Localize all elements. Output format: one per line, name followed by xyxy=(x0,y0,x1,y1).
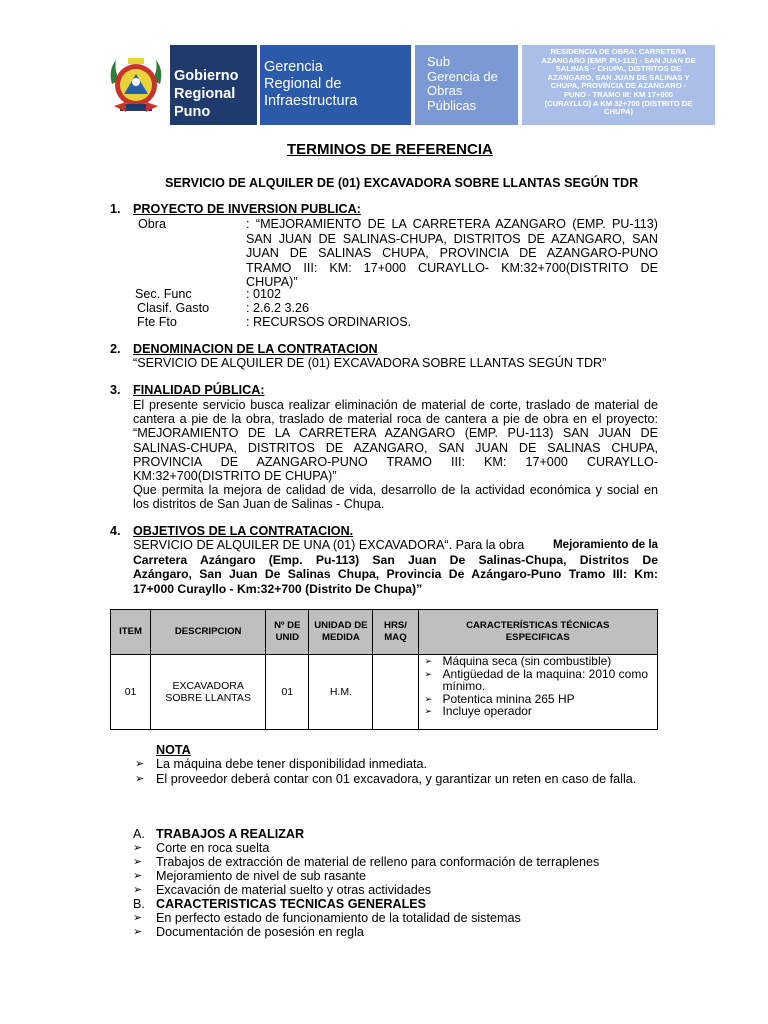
header-text: Públicas xyxy=(427,97,477,113)
obra-value xyxy=(246,217,658,297)
cell-item: 01 xyxy=(111,655,151,730)
header-text: PUNO - TRAMO III: KM 17+000 xyxy=(563,89,674,99)
text-line: El presente servicio busca realizar eliminación de material de corte, traslado de material de xyxy=(133,398,658,412)
header-sub-gerencia xyxy=(415,45,518,125)
arrow-bullet-icon: ➢ xyxy=(424,693,433,704)
list-item xyxy=(419,705,657,718)
list-item-text: Antigüedad de la maquina: 2010 como mínimo. xyxy=(442,666,649,694)
text-line: Azángaro, San Juan De Salinas Chupa, Provincia De Azángaro-Puno Tramo III: Km: xyxy=(133,567,658,581)
list-item-text: Trabajos de extracción de material de relleno para conformación de terraplenes xyxy=(156,855,600,870)
section-title: OBJETIVOS DE LA CONTRATACION. xyxy=(133,524,354,538)
text-line: JUAN DE SALINAS CHUPA, PROVINCIA DE AZANGARO-PUNO xyxy=(246,246,658,260)
list-item-text: La máquina debe tener disponibilidad inmediata. xyxy=(156,757,427,771)
arrow-bullet-icon: ➢ xyxy=(135,758,145,770)
cell-descripcion: EXCAVADORA SOBRE LLANTAS xyxy=(151,655,266,730)
list-letter: A. xyxy=(133,827,145,841)
sec-func-label: Sec. Func xyxy=(135,287,192,301)
text-line: KM:32+700(DISTRITO DE CHUPA)” xyxy=(133,469,337,483)
caracteristicas-title: CARACTERISTICAS TECNICAS GENERALES xyxy=(156,897,427,911)
section-number: 3. xyxy=(110,383,121,397)
arrow-bullet-icon: ➢ xyxy=(133,842,143,854)
header-text: Regional xyxy=(174,86,236,102)
requirements-table xyxy=(110,609,658,730)
header-text: Infraestructura xyxy=(264,93,358,109)
list-item-text: Corte en roca suelta xyxy=(156,841,270,855)
list-item-text: Máquina seca (sin combustible) xyxy=(442,654,612,668)
list-letter: B. xyxy=(133,897,145,911)
header-residencia xyxy=(522,45,715,125)
text-line: CHUPA)” xyxy=(246,275,298,289)
header-text: CHUPA) xyxy=(604,107,633,117)
arrow-bullet-icon: ➢ xyxy=(424,706,433,717)
section-number: 4. xyxy=(110,524,121,538)
col-header: HRS/ MAQ xyxy=(373,610,418,655)
header-text: (CURAYLLO) A KM 32+700 (DISTRITO DE xyxy=(544,98,693,108)
arrow-bullet-icon: ➢ xyxy=(133,912,143,924)
text-line: “MEJORAMIENTO DE LA CARRETERA AZANGARO (EMP. PU-113) SAN JUAN DE xyxy=(133,426,658,441)
fte-fto-label: Fte Fto xyxy=(137,315,177,329)
list-item-text: Mejoramiento de nivel de sub rasante xyxy=(156,869,367,884)
section-number: 2. xyxy=(110,342,121,356)
header-gerencia-regional xyxy=(260,45,411,125)
arrow-bullet-icon: ➢ xyxy=(424,668,433,679)
header-text: CHUPA, PROVINCIA DE AZANGARO - xyxy=(550,81,687,91)
list-item-text: Incluye operador xyxy=(442,704,532,719)
text-line: los distritos de San Juan de Salinas - Chupa. xyxy=(133,497,385,512)
trabajos-title: TRABAJOS A REALIZAR xyxy=(156,827,305,841)
text-line: 17+000 Curayllo - Km:32+700 (Distrito De Chupa)” xyxy=(133,581,423,596)
clasif-gasto-value: : 2.6.2 3.26 xyxy=(246,301,310,315)
list-item xyxy=(419,668,657,693)
text-line: SAN JUAN DE SALINAS-CHUPA, DISTRITOS DE AZANGARO, SAN xyxy=(246,231,658,246)
arrow-bullet-icon: ➢ xyxy=(424,656,433,666)
text-line: cantera a pie de la obra, traslado de material roca de cantera a pie de obra en el proyecto: xyxy=(133,412,658,427)
page-title: TERMINOS DE REFERENCIA xyxy=(287,141,493,158)
header-text: Regional de xyxy=(264,76,342,92)
list-item-text: Documentación de posesión en regla xyxy=(156,925,364,940)
cell-caracteristicas xyxy=(418,655,657,730)
arrow-bullet-icon: ➢ xyxy=(133,884,143,897)
header-text: Sub xyxy=(427,54,451,69)
arrow-bullet-icon: ➢ xyxy=(135,772,145,785)
arrow-bullet-icon: ➢ xyxy=(133,856,143,869)
header-text: Gerencia xyxy=(264,59,323,75)
page-subtitle: SERVICIO DE ALQUILER DE (01) EXCAVADORA SOBRE LLANTAS SEGÚN TDR xyxy=(165,176,639,190)
section-text: “SERVICIO DE ALQUILER DE (01) EXCAVADORA SOBRE LLANTAS SEGÚN TDR” xyxy=(133,356,607,370)
cell-unid: 01 xyxy=(266,655,309,730)
header-text: RESIDENCIA DE OBRA: CARRETERA xyxy=(550,47,687,56)
arrow-bullet-icon: ➢ xyxy=(133,926,143,939)
header-text: Obras xyxy=(427,83,463,98)
text-line: Carretera Azángaro (Emp. Pu-113) San Juan De Salinas-Chupa, Distritos De xyxy=(133,552,658,567)
table-header-row xyxy=(111,610,658,655)
cell-medida: H.M. xyxy=(309,655,373,730)
col-header: DESCRIPCION xyxy=(151,610,266,655)
header-text: AZANGARO, SAN JUAN DE SALINAS Y xyxy=(547,72,690,82)
finalidad-paragraph xyxy=(133,398,658,516)
text-line: : “MEJORAMIENTO DE LA CARRETERA AZANGARO (EMP. PU-113) xyxy=(246,217,658,231)
text-line: SALINAS-CHUPA, DISTRITOS DE AZANGARO, SAN JUAN DE SALINAS CHUPA, xyxy=(133,440,658,455)
header-text: Gerencia de xyxy=(427,68,498,84)
fte-fto-value: : RECURSOS ORDINARIOS. xyxy=(246,315,412,329)
col-header: CARACTERÍSTICAS TÉCNICAS ESPECIFICAS xyxy=(418,610,657,655)
col-header: UNIDAD DE MEDIDA xyxy=(309,610,373,655)
table-row xyxy=(111,655,658,730)
header-gobierno-regional xyxy=(170,45,257,125)
arrow-bullet-icon: ➢ xyxy=(133,870,143,883)
col-header: ITEM xyxy=(111,610,151,655)
puno-seal-icon xyxy=(106,54,166,116)
text-line: Mejoramiento de la xyxy=(552,538,658,551)
header-text: Gobierno xyxy=(174,68,239,84)
header-text: Puno xyxy=(174,104,211,120)
list-item-text: Excavación de material suelto y otras actividades xyxy=(156,883,432,898)
nota-title: NOTA xyxy=(156,743,191,757)
text-line: Que permita la mejora de calidad de vida, desarrollo de la actividad económica y social en xyxy=(133,483,658,498)
cell-hrs xyxy=(373,655,418,730)
list-item-text: En perfecto estado de funcionamiento de la totalidad de sistemas xyxy=(156,911,521,925)
section-title: DENOMINACION DE LA CONTRATACION xyxy=(133,342,378,356)
objetivos-paragraph xyxy=(133,538,658,598)
section-title: FINALIDAD PÚBLICA: xyxy=(133,383,265,397)
text-line: TRAMO III: KM: 17+000 CURAYLLO- KM:32+700(DISTRITO DE xyxy=(246,260,658,275)
text-line: PROVINCIA DE AZANGARO-PUNO TRAMO III: KM: 17+000 CURAYLLO- xyxy=(133,454,658,469)
text-line: SERVICIO DE ALQUILER DE UNA (01) EXCAVADORA“. Para la obra xyxy=(133,538,525,552)
clasif-gasto-label: Clasif. Gasto xyxy=(137,301,210,315)
list-item-text: El proveedor deberá contar con 01 excavadora, y garantizar un reten en caso de falla. xyxy=(156,771,637,786)
section-number: 1. xyxy=(110,202,121,216)
section-title: PROYECTO DE INVERSION PUBLICA: xyxy=(133,202,361,216)
col-header: Nº DE UNID xyxy=(266,610,309,655)
obra-label: Obra xyxy=(138,217,166,231)
header-text: SALINAS – CHUPA, DISTRITOS DE xyxy=(555,64,682,74)
list-item-text: Potentica minina 265 HP xyxy=(442,691,575,706)
sec-func-value: : 0102 xyxy=(246,287,282,301)
header-text: AZANGARO (EMP. PU-113) - SAN JUAN DE xyxy=(541,55,696,65)
